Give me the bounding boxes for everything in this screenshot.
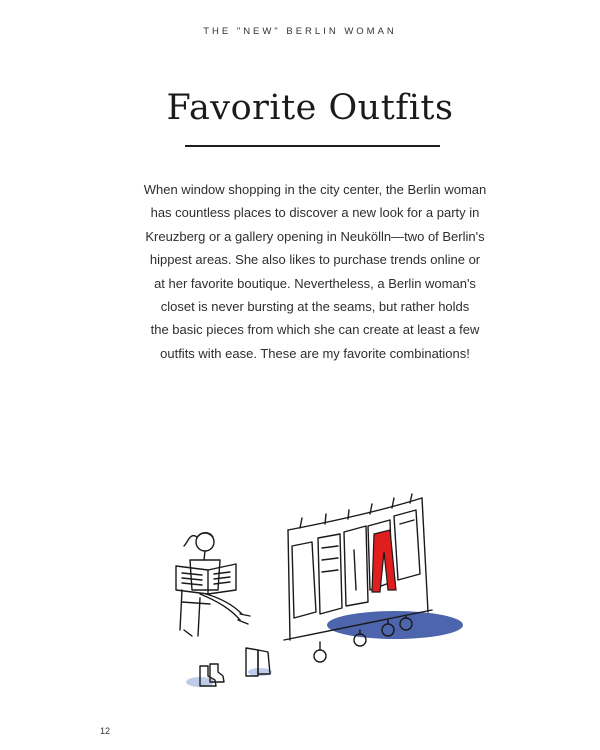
body-line: at her favorite boutique. Nevertheless, a Berlin woman's: [154, 275, 476, 291]
page-number: 12: [100, 726, 111, 736]
running-head: THE "NEW" BERLIN WOMAN: [203, 26, 397, 37]
title-underline: [185, 145, 440, 147]
boots: [200, 648, 270, 686]
body-line: the basic pieces from which she can create at least a few: [150, 322, 480, 338]
wardrobe-illustration: [160, 490, 470, 705]
body-line: Kreuzberg or a gallery opening in Neukölln—two of Berlin's: [145, 228, 485, 244]
body-line: closet is never bursting at the seams, but rather holds: [160, 299, 470, 315]
floor-shadow: [327, 611, 463, 639]
red-trousers: [372, 530, 396, 592]
floor-shadow-boots: [248, 668, 272, 676]
woman-reading-figure: [176, 533, 250, 636]
body-line: When window shopping in the city center, the Berlin woman: [143, 182, 487, 197]
page-title: Favorite Outfits: [166, 88, 454, 128]
body-line: hippest areas. She also likes to purchase trends online or: [149, 252, 481, 268]
body-paragraph: [130, 178, 500, 365]
body-line: has countless places to discover a new look for a party in: [150, 205, 480, 221]
body-line: outfits with ease. These are my favorite combinations!: [160, 345, 470, 361]
